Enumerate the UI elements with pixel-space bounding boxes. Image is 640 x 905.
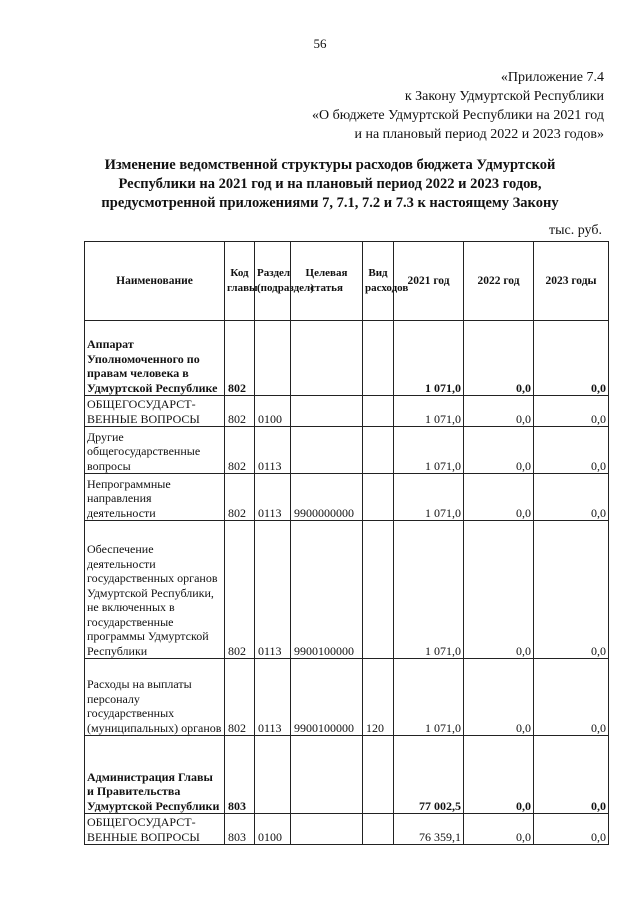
header-target: Целевая статья xyxy=(291,242,363,321)
row-2022: 0,0 xyxy=(464,736,534,814)
row-type xyxy=(363,427,394,474)
appendix-line-1: «Приложение 7.4 xyxy=(500,70,604,85)
row-target xyxy=(291,396,363,427)
table-row xyxy=(85,474,609,521)
row-2022: 0,0 xyxy=(464,521,534,659)
row-type xyxy=(363,814,394,845)
row-2021: 1 071,0 xyxy=(394,321,464,396)
row-name: ОБЩЕГОСУДАРСТ-ВЕННЫЕ ВОПРОСЫ xyxy=(85,814,225,845)
table-row xyxy=(85,736,609,814)
row-2021: 1 071,0 xyxy=(394,474,464,521)
row-2023: 0,0 xyxy=(534,474,609,521)
row-2023: 0,0 xyxy=(534,396,609,427)
row-name: Другие общегосударственные вопросы xyxy=(85,427,225,474)
row-2022: 0,0 xyxy=(464,474,534,521)
row-type: 120 xyxy=(363,659,394,736)
row-name: ОБЩЕГОСУДАРСТ-ВЕННЫЕ ВОПРОСЫ xyxy=(85,396,225,427)
units-label: тыс. руб. xyxy=(549,223,602,238)
row-type xyxy=(363,321,394,396)
row-2023: 0,0 xyxy=(534,659,609,736)
header-2023: 2023 годы xyxy=(534,242,609,321)
row-target: 9900100000 xyxy=(291,659,363,736)
row-2021: 76 359,1 xyxy=(394,814,464,845)
table-row xyxy=(85,659,609,736)
appendix-reference xyxy=(312,68,604,144)
row-section xyxy=(255,736,291,814)
row-type xyxy=(363,736,394,814)
row-code: 802 xyxy=(225,474,255,521)
header-2021: 2021 год xyxy=(394,242,464,321)
row-target: 9900000000 xyxy=(291,474,363,521)
row-section: 0113 xyxy=(255,521,291,659)
row-2022: 0,0 xyxy=(464,427,534,474)
row-2022: 0,0 xyxy=(464,659,534,736)
row-name: Непрограммные направления деятельности xyxy=(85,474,225,521)
row-type xyxy=(363,396,394,427)
row-target xyxy=(291,321,363,396)
row-2023: 0,0 xyxy=(534,521,609,659)
table-header-row xyxy=(85,242,609,321)
row-2021: 1 071,0 xyxy=(394,659,464,736)
page-number: 56 xyxy=(313,36,327,51)
row-type xyxy=(363,474,394,521)
row-name: Аппарат Уполномоченного по правам человека в Удмуртской Республике xyxy=(85,321,225,396)
table-row xyxy=(85,396,609,427)
row-section: 0100 xyxy=(255,396,291,427)
row-name: Обеспечение деятельности государственных органов Удмуртской Республики, не включенных в государственные программы Удмуртской Республики xyxy=(85,521,225,659)
table-row xyxy=(85,521,609,659)
row-type xyxy=(363,521,394,659)
title-line-3: предусмотренной приложениями 7, 7.1, 7.2 и 7.3 к настоящему Закону xyxy=(101,195,559,211)
row-2022: 0,0 xyxy=(464,321,534,396)
appendix-line-3: «О бюджете Удмуртской Республики на 2021 год xyxy=(311,108,604,123)
row-code: 802 xyxy=(225,427,255,474)
row-target xyxy=(291,736,363,814)
row-code: 803 xyxy=(225,736,255,814)
row-code: 802 xyxy=(225,396,255,427)
header-code: Код главы xyxy=(225,242,255,321)
row-section: 0113 xyxy=(255,474,291,521)
row-name: Расходы на выплаты персоналу государственных (муниципальных) органов xyxy=(85,659,225,736)
row-2021: 1 071,0 xyxy=(394,396,464,427)
row-code: 803 xyxy=(225,814,255,845)
row-2023: 0,0 xyxy=(534,814,609,845)
row-2022: 0,0 xyxy=(464,814,534,845)
row-2022: 0,0 xyxy=(464,396,534,427)
header-expense-type: Вид расходов xyxy=(363,242,394,321)
row-section: 0113 xyxy=(255,659,291,736)
row-2021: 1 071,0 xyxy=(394,427,464,474)
appendix-line-2: к Закону Удмуртской Республики xyxy=(404,89,604,104)
budget-table xyxy=(84,241,609,845)
row-2023: 0,0 xyxy=(534,321,609,396)
row-code: 802 xyxy=(225,321,255,396)
header-2022: 2022 год xyxy=(464,242,534,321)
table-row xyxy=(85,427,609,474)
document-title xyxy=(60,156,600,213)
row-section: 0113 xyxy=(255,427,291,474)
header-name: Наименование xyxy=(85,242,225,321)
row-code: 802 xyxy=(225,521,255,659)
row-target xyxy=(291,427,363,474)
row-2021: 77 002,5 xyxy=(394,736,464,814)
header-section: Раздел (подраздел) xyxy=(255,242,291,321)
row-target xyxy=(291,814,363,845)
row-2023: 0,0 xyxy=(534,736,609,814)
table-row xyxy=(85,321,609,396)
table-row xyxy=(85,814,609,845)
row-name: Администрация Главы и Правительства Удмуртской Республики xyxy=(85,736,225,814)
row-2021: 1 071,0 xyxy=(394,521,464,659)
appendix-line-4: и на плановый период 2022 и 2023 годов» xyxy=(354,127,604,142)
row-section xyxy=(255,321,291,396)
row-target: 9900100000 xyxy=(291,521,363,659)
row-section: 0100 xyxy=(255,814,291,845)
row-2023: 0,0 xyxy=(534,427,609,474)
title-line-1: Изменение ведомственной структуры расходов бюджета Удмуртской xyxy=(104,157,556,173)
row-code: 802 xyxy=(225,659,255,736)
title-line-2: Республики на 2021 год и на плановый период 2022 и 2023 годов, xyxy=(118,176,542,192)
